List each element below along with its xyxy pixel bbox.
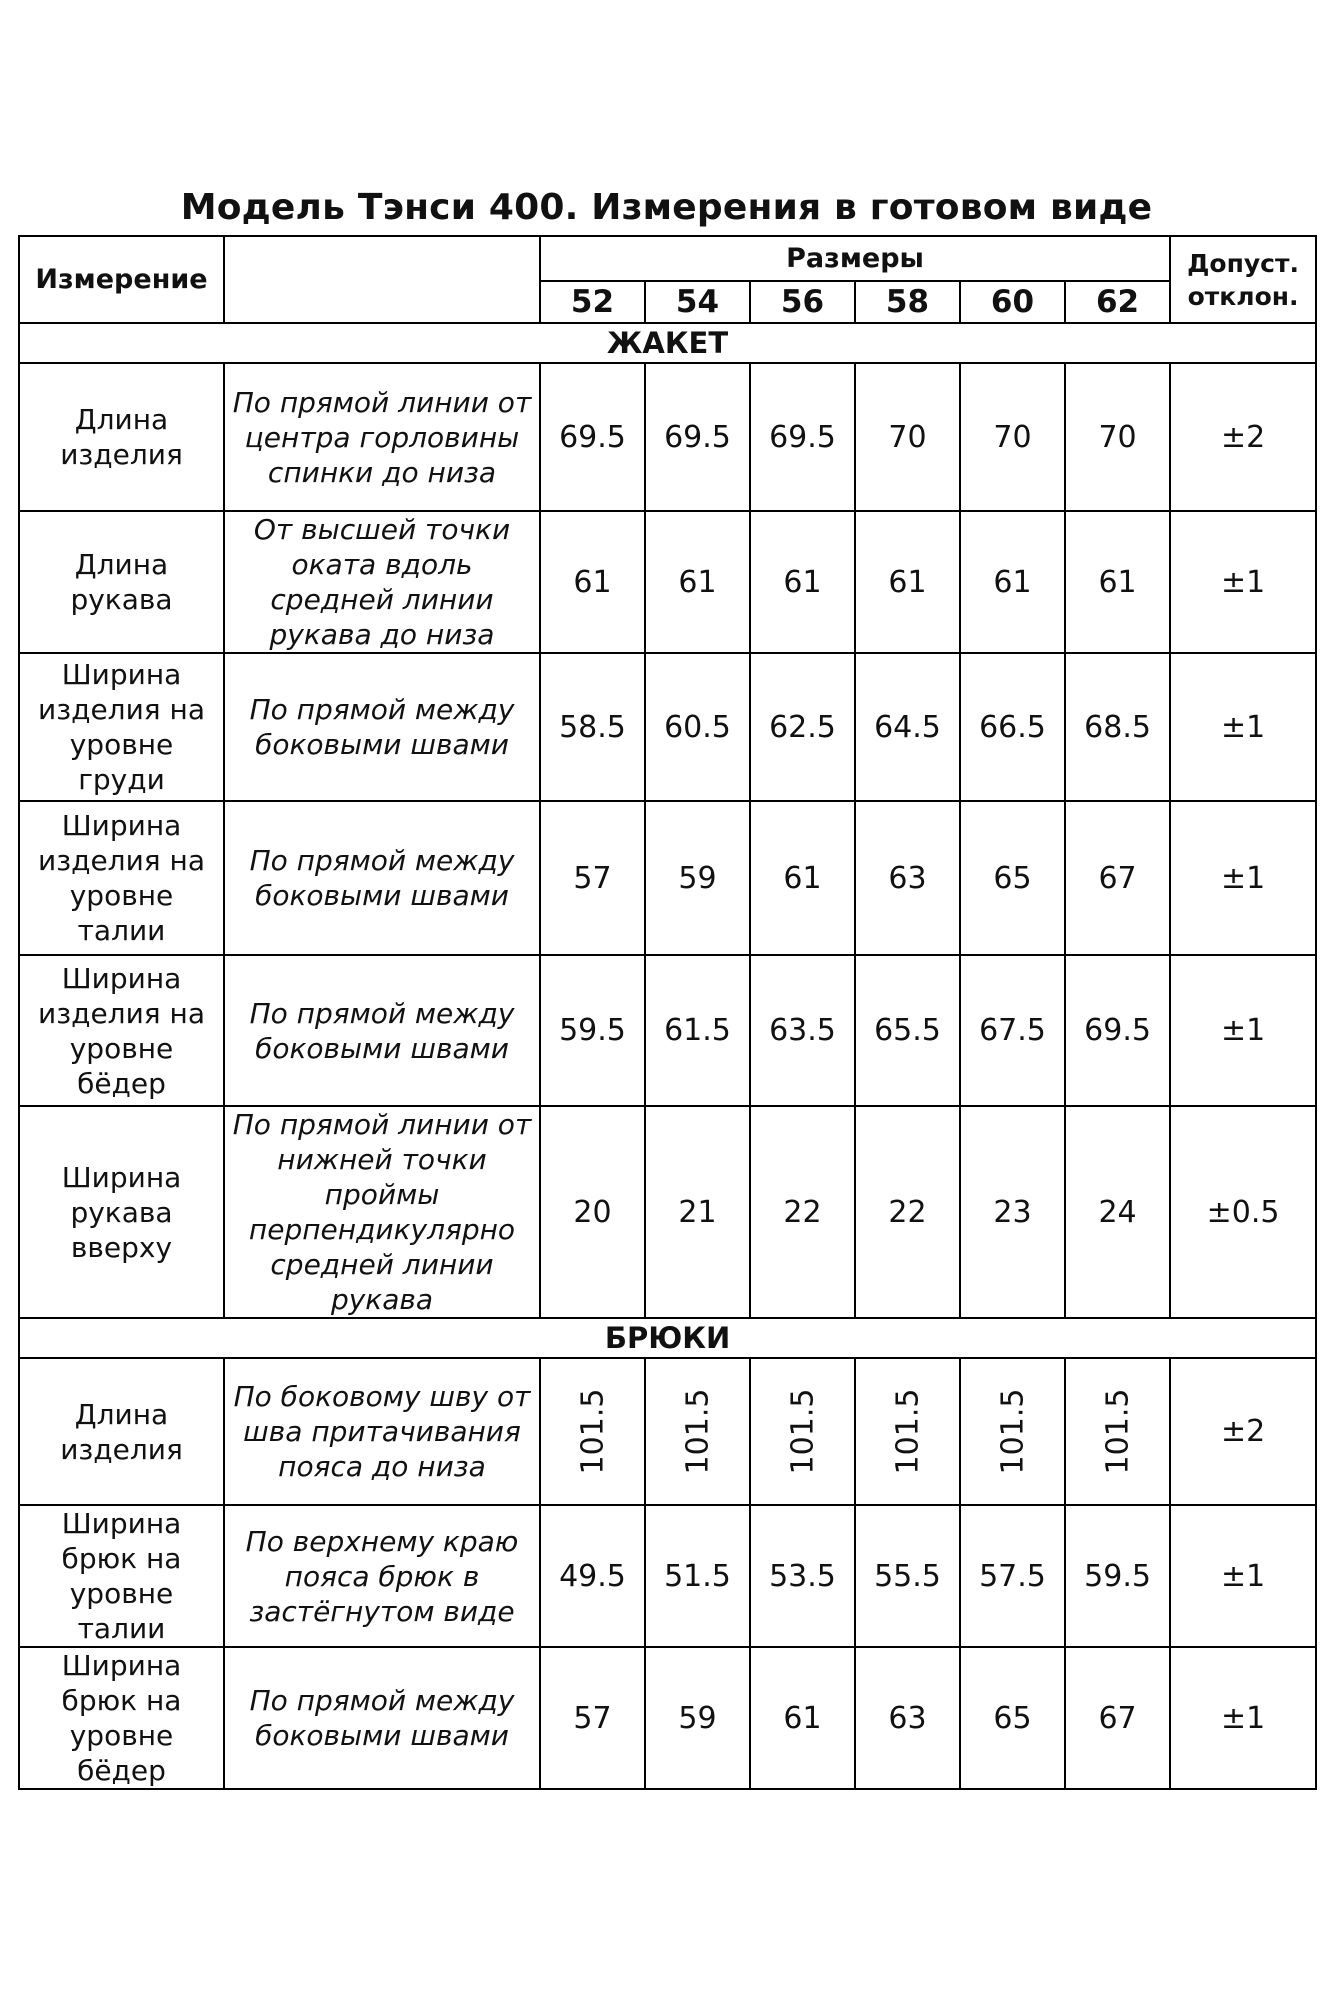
measure-method-cell: По прямой между боковыми швами — [224, 955, 540, 1106]
tolerance-column-header: Допуст. отклон. — [1170, 236, 1316, 323]
measure-method-cell: По верхнему краю пояса брюк в застёгнутом виде — [224, 1505, 540, 1647]
table-row — [19, 1358, 1316, 1505]
measure-name-cell: Длина рукава — [19, 511, 224, 653]
measure-column-header: Измерение — [19, 236, 224, 323]
table-row — [19, 511, 1316, 653]
tolerance-cell: ±1 — [1170, 1505, 1316, 1647]
size-header-cell: 54 — [645, 281, 750, 323]
value-cell: 59.5 — [1065, 1505, 1170, 1647]
tolerance-cell: ±1 — [1170, 653, 1316, 801]
value-cell: 61 — [750, 1647, 855, 1789]
measure-name-cell: Ширина изделия на уровне талии — [19, 801, 224, 955]
value-cell — [960, 1358, 1065, 1505]
section-header-row — [19, 1318, 1316, 1358]
value-cell: 61.5 — [645, 955, 750, 1106]
value-cell: 58.5 — [540, 653, 645, 801]
value-text-rotated: 101.5 — [889, 1388, 925, 1475]
value-cell: 23 — [960, 1106, 1065, 1318]
value-cell: 69.5 — [750, 363, 855, 511]
value-text-rotated: 101.5 — [784, 1388, 820, 1475]
table-row — [19, 801, 1316, 955]
value-cell: 62.5 — [750, 653, 855, 801]
value-cell — [750, 1358, 855, 1505]
table-row — [19, 1106, 1316, 1318]
value-cell: 24 — [1065, 1106, 1170, 1318]
value-cell: 67 — [1065, 801, 1170, 955]
measure-name-cell: Ширина изделия на уровне бёдер — [19, 955, 224, 1106]
value-cell: 22 — [855, 1106, 960, 1318]
value-cell: 65 — [960, 801, 1065, 955]
value-cell: 61 — [645, 511, 750, 653]
measure-name-cell: Длина изделия — [19, 363, 224, 511]
value-cell: 64.5 — [855, 653, 960, 801]
value-cell: 61 — [1065, 511, 1170, 653]
measure-method-cell: По боковому шву от шва притачивания пояса до низа — [224, 1358, 540, 1505]
method-column-header — [224, 236, 540, 323]
header-row-sizes-label — [19, 236, 1316, 281]
table-body — [19, 236, 1316, 1789]
value-cell: 60.5 — [645, 653, 750, 801]
table-row — [19, 653, 1316, 801]
value-cell: 61 — [750, 511, 855, 653]
value-cell: 53.5 — [750, 1505, 855, 1647]
measure-method-cell: По прямой линии от нижней точки проймы перпендикулярно средней линии рукава — [224, 1106, 540, 1318]
measure-name-cell: Длина изделия — [19, 1358, 224, 1505]
measure-method-cell: По прямой между боковыми швами — [224, 801, 540, 955]
table-row — [19, 955, 1316, 1106]
value-cell: 63 — [855, 1647, 960, 1789]
value-cell: 49.5 — [540, 1505, 645, 1647]
sizes-header: Размеры — [540, 236, 1170, 281]
tolerance-cell: ±2 — [1170, 1358, 1316, 1505]
value-cell: 57 — [540, 1647, 645, 1789]
value-cell: 67 — [1065, 1647, 1170, 1789]
value-cell — [540, 1358, 645, 1505]
measure-name-cell: Ширина рукава вверху — [19, 1106, 224, 1318]
size-header-cell: 60 — [960, 281, 1065, 323]
value-cell: 65 — [960, 1647, 1065, 1789]
section-header-row — [19, 323, 1316, 363]
value-cell — [645, 1358, 750, 1505]
value-cell: 66.5 — [960, 653, 1065, 801]
value-cell: 63.5 — [750, 955, 855, 1106]
size-header-cell: 58 — [855, 281, 960, 323]
value-cell: 61 — [540, 511, 645, 653]
size-header-cell: 52 — [540, 281, 645, 323]
value-cell: 61 — [750, 801, 855, 955]
measure-name-cell: Ширина брюк на уровне талии — [19, 1505, 224, 1647]
tolerance-cell: ±1 — [1170, 1647, 1316, 1789]
value-cell: 61 — [855, 511, 960, 653]
value-cell: 70 — [960, 363, 1065, 511]
value-cell: 69.5 — [540, 363, 645, 511]
measure-method-cell: По прямой линии от центра горловины спинки до низа — [224, 363, 540, 511]
size-header-cell: 62 — [1065, 281, 1170, 323]
value-cell: 67.5 — [960, 955, 1065, 1106]
value-cell: 51.5 — [645, 1505, 750, 1647]
value-cell: 69.5 — [1065, 955, 1170, 1106]
value-cell: 57 — [540, 801, 645, 955]
value-text-rotated: 101.5 — [1100, 1388, 1136, 1475]
table-row — [19, 363, 1316, 511]
value-cell: 70 — [1065, 363, 1170, 511]
value-cell: 70 — [855, 363, 960, 511]
value-cell — [1065, 1358, 1170, 1505]
size-table — [18, 235, 1317, 1790]
value-cell: 59 — [645, 801, 750, 955]
tolerance-cell: ±1 — [1170, 511, 1316, 653]
value-cell: 65.5 — [855, 955, 960, 1106]
value-cell: 61 — [960, 511, 1065, 653]
table-row — [19, 1505, 1316, 1647]
value-cell: 20 — [540, 1106, 645, 1318]
table-row — [19, 1647, 1316, 1789]
value-text-rotated: 101.5 — [994, 1388, 1030, 1475]
size-header-cell: 56 — [750, 281, 855, 323]
tolerance-cell: ±1 — [1170, 801, 1316, 955]
value-cell: 68.5 — [1065, 653, 1170, 801]
value-cell: 22 — [750, 1106, 855, 1318]
tolerance-cell: ±1 — [1170, 955, 1316, 1106]
section-title: ЖАКЕТ — [19, 323, 1316, 363]
value-cell: 55.5 — [855, 1505, 960, 1647]
value-cell: 21 — [645, 1106, 750, 1318]
page-title: Модель Тэнси 400. Измерения в готовом виде — [180, 187, 1153, 228]
measure-name-cell: Ширина изделия на уровне груди — [19, 653, 224, 801]
tolerance-cell: ±0.5 — [1170, 1106, 1316, 1318]
value-cell: 63 — [855, 801, 960, 955]
value-cell: 59 — [645, 1647, 750, 1789]
value-cell: 57.5 — [960, 1505, 1065, 1647]
measure-method-cell: По прямой между боковыми швами — [224, 653, 540, 801]
measure-method-cell: По прямой между боковыми швами — [224, 1647, 540, 1789]
value-cell: 69.5 — [645, 363, 750, 511]
value-cell: 59.5 — [540, 955, 645, 1106]
value-text-rotated: 101.5 — [574, 1388, 610, 1475]
value-cell — [855, 1358, 960, 1505]
section-title: БРЮКИ — [19, 1318, 1316, 1358]
tolerance-cell: ±2 — [1170, 363, 1316, 511]
value-text-rotated: 101.5 — [679, 1388, 715, 1475]
measure-name-cell: Ширина брюк на уровне бёдер — [19, 1647, 224, 1789]
measure-method-cell: От высшей точки оката вдоль средней линии рукава до низа — [224, 511, 540, 653]
